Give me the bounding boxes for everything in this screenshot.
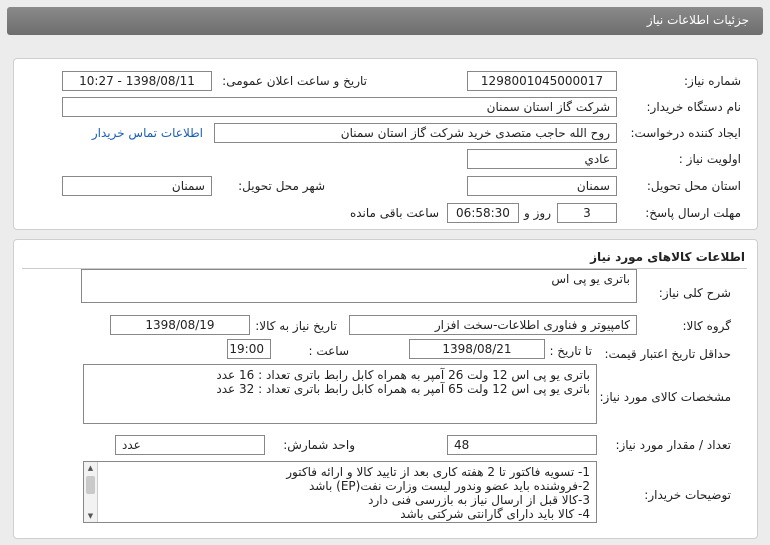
qty-label: تعداد / مقدار مورد نیاز: <box>615 438 731 452</box>
spec-line: باتری یو پی اس 12 ولت 65 آمپر به همراه کابل رابط باتری تعداد : 32 عدد <box>216 382 590 396</box>
buyer-notes-label: توضیحات خریدار: <box>644 488 731 502</box>
goods-section-title: اطلاعات کالاهای مورد نیاز <box>590 250 745 264</box>
page-title: جزئیات اطلاعات نیاز <box>646 13 749 27</box>
notes-scrollbar[interactable] <box>84 462 98 522</box>
creator-label: ایجاد کننده درخواست: <box>630 126 741 140</box>
time-label: ساعت : <box>308 344 349 358</box>
unit-field[interactable]: عدد <box>115 435 265 455</box>
note-line: 3-کالا قبل از ارسال نیاز به بازرسی فنی دارد <box>368 493 590 507</box>
spec-label: مشخصات کالای مورد نیاز: <box>599 390 731 404</box>
need-number-label: شماره نیاز: <box>684 74 741 88</box>
buyer-org-field[interactable]: شرکت گاز استان سمنان <box>62 97 617 117</box>
buyer-org-label: نام دستگاه خریدار: <box>646 100 741 114</box>
need-date-field[interactable]: 1398/08/19 <box>110 315 250 335</box>
creator-field[interactable]: روح الله حاجب متصدی خرید شرکت گاز استان سمنان <box>214 123 617 143</box>
scroll-down-icon[interactable]: ▼ <box>87 512 94 520</box>
need-info-panel <box>13 58 758 230</box>
need-number-field[interactable]: 1298001045000017 <box>467 71 617 91</box>
need-date-label: تاریخ نیاز به کالا: <box>255 319 337 333</box>
goods-panel <box>13 239 758 539</box>
general-desc-field[interactable]: باتری یو پی اس <box>81 269 637 303</box>
city-field[interactable]: سمنان <box>62 176 212 196</box>
time-field[interactable]: 19:00 <box>227 339 271 359</box>
title-bar <box>0 0 770 45</box>
priority-field[interactable]: عادي <box>467 149 617 169</box>
province-label: استان محل تحویل: <box>646 179 741 193</box>
note-line: 2-فروشنده باید عضو وندور لیست وزارت نفت(EP) باشد <box>308 479 590 493</box>
price-valid-label: حداقل تاریخ اعتبار قیمت: <box>604 347 731 361</box>
announce-field[interactable]: 1398/08/11 - 10:27 <box>62 71 212 91</box>
qty-field[interactable]: 48 <box>447 435 597 455</box>
deadline-time-field[interactable]: 06:58:30 <box>447 203 519 223</box>
group-label: گروه کالا: <box>682 319 731 333</box>
deadline-days-field[interactable]: 3 <box>557 203 617 223</box>
title-bar-strip <box>7 7 763 35</box>
contact-info-link[interactable]: اطلاعات تماس خریدار <box>91 126 203 140</box>
unit-label: واحد شمارش: <box>283 438 355 452</box>
spec-line: باتری یو پی اس 12 ولت 26 آمپر به همراه کابل رابط باتری تعداد : 16 عدد <box>216 368 590 382</box>
general-desc-label: شرح کلی نیاز: <box>658 286 731 300</box>
remaining-word: ساعت باقی مانده <box>349 206 439 220</box>
city-label: شهر محل تحویل: <box>238 179 325 193</box>
note-line: 1- تسویه فاکتور تا 2 هفته کاری بعد از تایید کالا و ارائه فاکتور <box>286 465 590 479</box>
priority-label: اولویت نیاز : <box>678 152 741 166</box>
province-field[interactable]: سمنان <box>467 176 617 196</box>
until-date-label: تا تاریخ : <box>549 344 592 358</box>
buyer-notes-field[interactable] <box>83 461 597 523</box>
announce-label: تاریخ و ساعت اعلان عمومی: <box>222 74 367 88</box>
until-date-field[interactable]: 1398/08/21 <box>409 339 545 359</box>
deadline-label: مهلت ارسال پاسخ: <box>645 206 741 220</box>
scroll-up-icon[interactable]: ▲ <box>87 464 94 472</box>
spec-field[interactable] <box>83 364 597 424</box>
days-word: روز و <box>524 206 551 220</box>
group-field[interactable]: کامپیوتر و فناوری اطلاعات-سخت افزار <box>349 315 637 335</box>
note-line: 4- کالا باید دارای گارانتی شرکتی باشد <box>400 507 590 521</box>
scroll-thumb[interactable] <box>86 476 95 494</box>
